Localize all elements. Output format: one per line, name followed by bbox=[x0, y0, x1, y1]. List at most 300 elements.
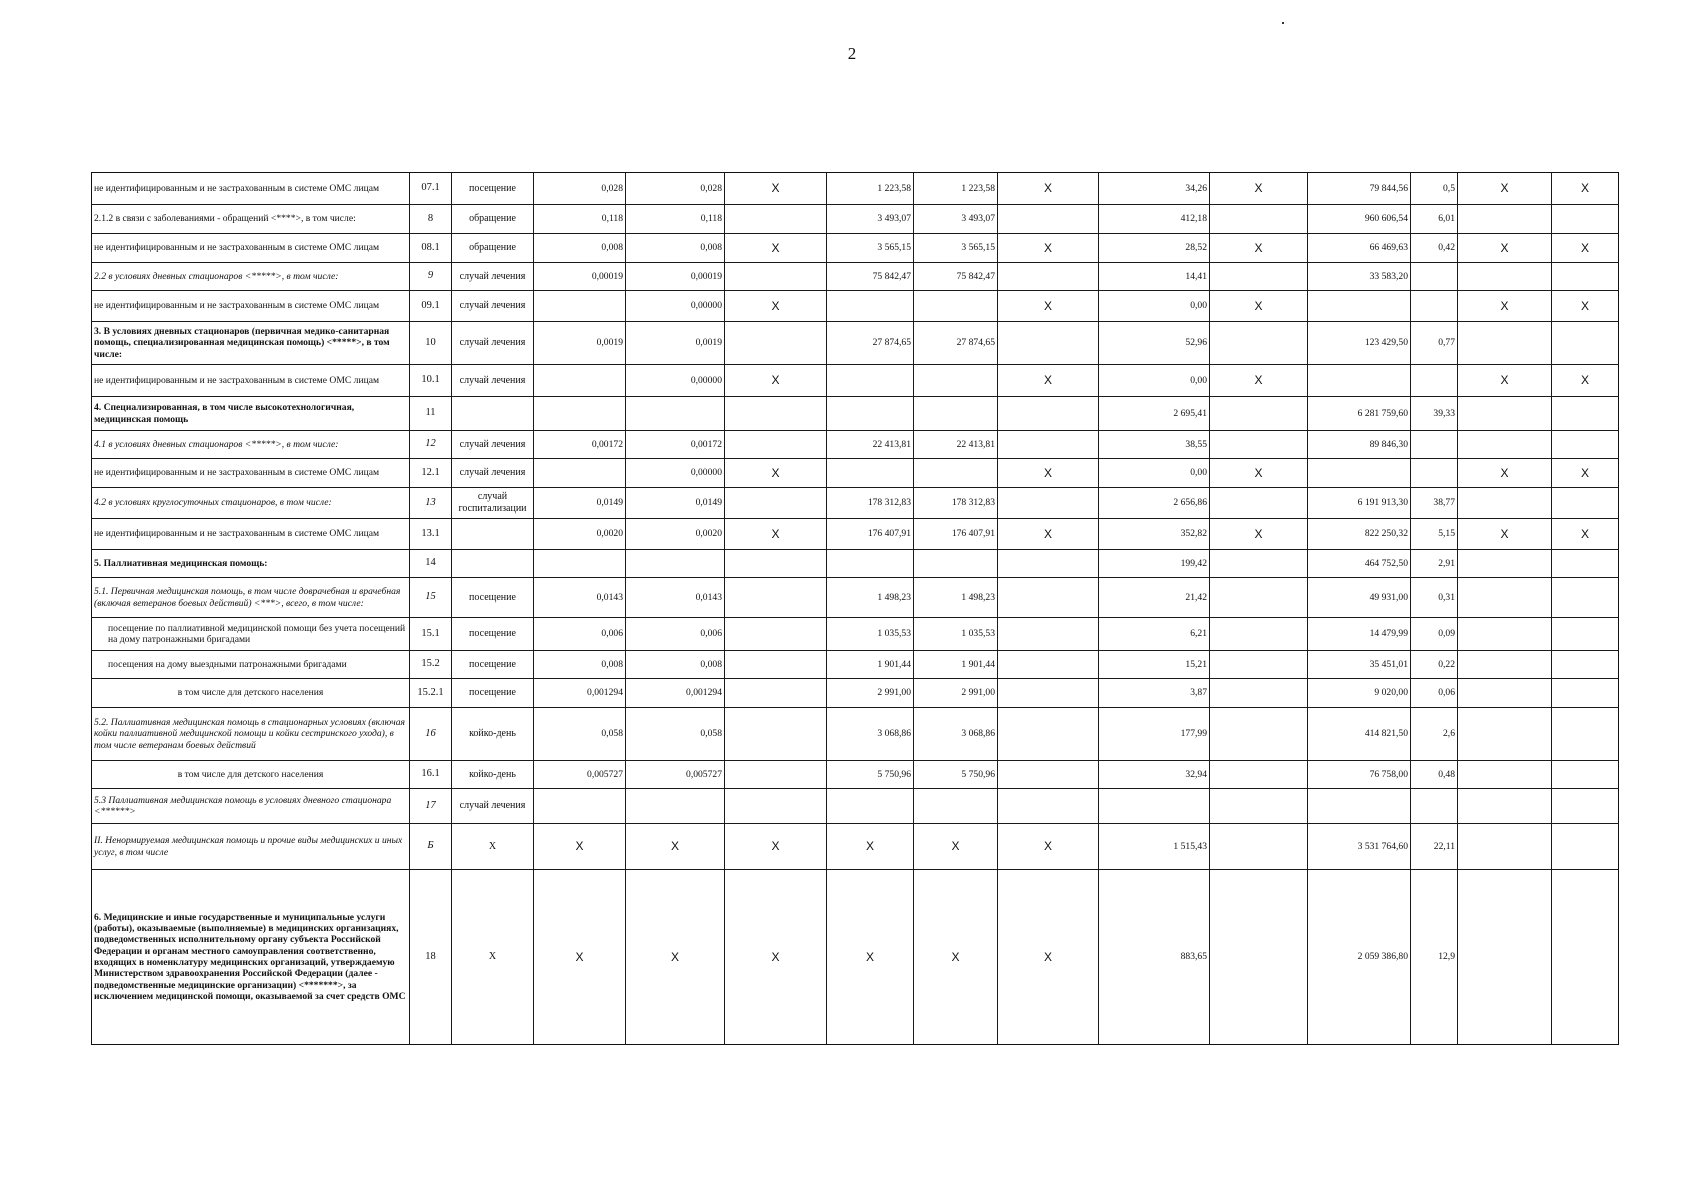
row-name-cell: 6. Медицинские и иные государственные и муниципальные услуги (работы), оказываемые (выполняемые) в медицинских организациях, подведомственных исполнительному органу субъекта Российской Федерации и органам местного самоуправления соответственно, входящих в номенклатуру медицинских организаций, утверждаемую Министерством здравоохранения Российской Федерации (далее - подведомственные медицинские организации) <*******>, за исключением медицинской помощи, оказываемой за счет средств ОМС bbox=[92, 870, 410, 1045]
row-name-cell: не идентифицированным и не застрахованным в системе ОМС лицам bbox=[92, 459, 410, 488]
value-cell-c11 bbox=[1210, 870, 1308, 1045]
value-cell-c12: 3 531 764,60 bbox=[1308, 824, 1411, 870]
value-cell-c13: 5,15 bbox=[1411, 519, 1458, 550]
value-cell-c13: 12,9 bbox=[1411, 870, 1458, 1045]
value-cell-c6 bbox=[725, 679, 827, 708]
value-cell-c11 bbox=[1210, 679, 1308, 708]
value-cell-c4: 0,008 bbox=[534, 234, 626, 263]
value-cell-c10: 3,87 bbox=[1099, 679, 1210, 708]
value-cell-c9: X bbox=[998, 173, 1099, 205]
value-cell-c7: X bbox=[827, 870, 914, 1045]
value-cell-c12: 822 250,32 bbox=[1308, 519, 1411, 550]
unit-cell: посещение bbox=[452, 173, 534, 205]
value-cell-c8: 1 498,23 bbox=[914, 578, 998, 618]
row-name-cell: не идентифицированным и не застрахованным в системе ОМС лицам bbox=[92, 173, 410, 205]
value-cell-c8 bbox=[914, 291, 998, 322]
value-cell-c10: 412,18 bbox=[1099, 205, 1210, 234]
value-cell-c13: 0,31 bbox=[1411, 578, 1458, 618]
value-cell-c7: 1 901,44 bbox=[827, 651, 914, 679]
value-cell-c8: 1 223,58 bbox=[914, 173, 998, 205]
value-cell-c9: X bbox=[998, 234, 1099, 263]
value-cell-c12: 9 020,00 bbox=[1308, 679, 1411, 708]
value-cell-c7 bbox=[827, 397, 914, 431]
value-cell-c10: 199,42 bbox=[1099, 550, 1210, 578]
value-cell-c7 bbox=[827, 459, 914, 488]
value-cell-c8: 1 901,44 bbox=[914, 651, 998, 679]
row-name-cell: 2.2 в условиях дневных стационаров <*****>, в том числе: bbox=[92, 263, 410, 291]
value-cell-c6 bbox=[725, 263, 827, 291]
value-cell-c14 bbox=[1458, 431, 1552, 459]
table-row bbox=[92, 291, 1619, 322]
value-cell-c12 bbox=[1308, 365, 1411, 397]
value-cell-c10: 0,00 bbox=[1099, 291, 1210, 322]
unit-cell: посещение bbox=[452, 651, 534, 679]
value-cell-c8 bbox=[914, 459, 998, 488]
value-cell-c7: 176 407,91 bbox=[827, 519, 914, 550]
row-code-cell: 14 bbox=[410, 550, 452, 578]
value-cell-c14 bbox=[1458, 397, 1552, 431]
value-cell-c9 bbox=[998, 550, 1099, 578]
value-cell-c13: 0,77 bbox=[1411, 322, 1458, 365]
value-cell-c5: 0,0020 bbox=[626, 519, 725, 550]
unit-cell: обращение bbox=[452, 234, 534, 263]
value-cell-c11: X bbox=[1210, 173, 1308, 205]
unit-cell: X bbox=[452, 824, 534, 870]
row-code-cell: 09.1 bbox=[410, 291, 452, 322]
value-cell-c9 bbox=[998, 708, 1099, 761]
value-cell-c6: X bbox=[725, 519, 827, 550]
table-row bbox=[92, 789, 1619, 824]
value-cell-c13: 0,09 bbox=[1411, 618, 1458, 651]
value-cell-c15 bbox=[1552, 578, 1619, 618]
value-cell-c15 bbox=[1552, 789, 1619, 824]
value-cell-c5: 0,118 bbox=[626, 205, 725, 234]
value-cell-c7: 2 991,00 bbox=[827, 679, 914, 708]
value-cell-c12: 2 059 386,80 bbox=[1308, 870, 1411, 1045]
value-cell-c15 bbox=[1552, 431, 1619, 459]
value-cell-c9 bbox=[998, 488, 1099, 519]
value-cell-c4: 0,001294 bbox=[534, 679, 626, 708]
value-cell-c10: 177,99 bbox=[1099, 708, 1210, 761]
value-cell-c10: 28,52 bbox=[1099, 234, 1210, 263]
value-cell-c14 bbox=[1458, 618, 1552, 651]
row-code-cell: 13 bbox=[410, 488, 452, 519]
row-code-cell: 17 bbox=[410, 789, 452, 824]
value-cell-c12: 35 451,01 bbox=[1308, 651, 1411, 679]
value-cell-c7 bbox=[827, 291, 914, 322]
value-cell-c11 bbox=[1210, 708, 1308, 761]
value-cell-c13 bbox=[1411, 365, 1458, 397]
value-cell-c8 bbox=[914, 365, 998, 397]
value-cell-c12: 123 429,50 bbox=[1308, 322, 1411, 365]
value-cell-c5: 0,00019 bbox=[626, 263, 725, 291]
row-code-cell: 07.1 bbox=[410, 173, 452, 205]
unit-cell: койко-день bbox=[452, 708, 534, 761]
row-name-cell: не идентифицированным и не застрахованным в системе ОМС лицам bbox=[92, 519, 410, 550]
value-cell-c13: 2,6 bbox=[1411, 708, 1458, 761]
value-cell-c4: 0,058 bbox=[534, 708, 626, 761]
value-cell-c5: X bbox=[626, 870, 725, 1045]
value-cell-c15 bbox=[1552, 550, 1619, 578]
unit-cell: посещение bbox=[452, 618, 534, 651]
value-cell-c8: 22 413,81 bbox=[914, 431, 998, 459]
row-code-cell: 15 bbox=[410, 578, 452, 618]
table-row bbox=[92, 870, 1619, 1045]
row-code-cell: 15.2 bbox=[410, 651, 452, 679]
value-cell-c7: 3 565,15 bbox=[827, 234, 914, 263]
row-name-cell: 3. В условиях дневных стационаров (первичная медико-санитарная помощь, специализированная медицинская помощь) <*****>, в том числе: bbox=[92, 322, 410, 365]
value-cell-c12 bbox=[1308, 291, 1411, 322]
value-cell-c15 bbox=[1552, 488, 1619, 519]
row-code-cell: 16 bbox=[410, 708, 452, 761]
value-cell-c7: 5 750,96 bbox=[827, 761, 914, 789]
value-cell-c11 bbox=[1210, 824, 1308, 870]
value-cell-c12: 66 469,63 bbox=[1308, 234, 1411, 263]
value-cell-c11 bbox=[1210, 618, 1308, 651]
value-cell-c15 bbox=[1552, 618, 1619, 651]
value-cell-c5: 0,0149 bbox=[626, 488, 725, 519]
value-cell-c4 bbox=[534, 789, 626, 824]
value-cell-c7: 22 413,81 bbox=[827, 431, 914, 459]
value-cell-c12: 6 191 913,30 bbox=[1308, 488, 1411, 519]
value-cell-c13: 39,33 bbox=[1411, 397, 1458, 431]
value-cell-c8: 178 312,83 bbox=[914, 488, 998, 519]
row-name-cell: 5.1. Первичная медицинская помощь, в том числе доврачебная и врачебная (включая ветеранов боевых действий) <***>, всего, в том числе: bbox=[92, 578, 410, 618]
value-cell-c4: 0,006 bbox=[534, 618, 626, 651]
unit-cell: случай лечения bbox=[452, 431, 534, 459]
scan-speck bbox=[1282, 22, 1284, 24]
value-cell-c4: X bbox=[534, 824, 626, 870]
value-cell-c13: 0,42 bbox=[1411, 234, 1458, 263]
value-cell-c13: 0,48 bbox=[1411, 761, 1458, 789]
table-row bbox=[92, 708, 1619, 761]
data-table bbox=[91, 172, 1619, 1045]
row-name-cell: в том числе для детского населения bbox=[92, 761, 410, 789]
value-cell-c15: X bbox=[1552, 365, 1619, 397]
value-cell-c5: X bbox=[626, 824, 725, 870]
value-cell-c15: X bbox=[1552, 173, 1619, 205]
value-cell-c6 bbox=[725, 431, 827, 459]
value-cell-c4 bbox=[534, 550, 626, 578]
value-cell-c6: X bbox=[725, 173, 827, 205]
value-cell-c9: X bbox=[998, 365, 1099, 397]
value-cell-c11: X bbox=[1210, 365, 1308, 397]
value-cell-c6 bbox=[725, 651, 827, 679]
value-cell-c14: X bbox=[1458, 234, 1552, 263]
value-cell-c8: 75 842,47 bbox=[914, 263, 998, 291]
row-code-cell: 10.1 bbox=[410, 365, 452, 397]
unit-cell: койко-день bbox=[452, 761, 534, 789]
value-cell-c15: X bbox=[1552, 234, 1619, 263]
table-row bbox=[92, 761, 1619, 789]
value-cell-c13 bbox=[1411, 263, 1458, 291]
value-cell-c4: 0,005727 bbox=[534, 761, 626, 789]
value-cell-c6: X bbox=[725, 824, 827, 870]
value-cell-c8 bbox=[914, 397, 998, 431]
table-row bbox=[92, 263, 1619, 291]
value-cell-c12: 414 821,50 bbox=[1308, 708, 1411, 761]
row-code-cell: Б bbox=[410, 824, 452, 870]
row-name-cell: II. Ненормируемая медицинская помощь и прочие виды медицинских и иных услуг, в том числе bbox=[92, 824, 410, 870]
value-cell-c11 bbox=[1210, 322, 1308, 365]
row-name-cell: 4.2 в условиях круглосуточных стационаров, в том числе: bbox=[92, 488, 410, 519]
value-cell-c10: 0,00 bbox=[1099, 459, 1210, 488]
value-cell-c10: 883,65 bbox=[1099, 870, 1210, 1045]
row-code-cell: 16.1 bbox=[410, 761, 452, 789]
value-cell-c8: X bbox=[914, 870, 998, 1045]
row-name-cell: не идентифицированным и не застрахованным в системе ОМС лицам bbox=[92, 365, 410, 397]
table-row bbox=[92, 488, 1619, 519]
value-cell-c15: X bbox=[1552, 291, 1619, 322]
value-cell-c12: 49 931,00 bbox=[1308, 578, 1411, 618]
value-cell-c10: 52,96 bbox=[1099, 322, 1210, 365]
value-cell-c10: 38,55 bbox=[1099, 431, 1210, 459]
value-cell-c9 bbox=[998, 578, 1099, 618]
row-name-cell: 5. Паллиативная медицинская помощь: bbox=[92, 550, 410, 578]
value-cell-c12: 14 479,99 bbox=[1308, 618, 1411, 651]
value-cell-c6 bbox=[725, 322, 827, 365]
value-cell-c6 bbox=[725, 550, 827, 578]
value-cell-c6: X bbox=[725, 291, 827, 322]
value-cell-c9: X bbox=[998, 291, 1099, 322]
value-cell-c10: 2 695,41 bbox=[1099, 397, 1210, 431]
value-cell-c10: 2 656,86 bbox=[1099, 488, 1210, 519]
value-cell-c4 bbox=[534, 397, 626, 431]
value-cell-c15: X bbox=[1552, 519, 1619, 550]
row-code-cell: 9 bbox=[410, 263, 452, 291]
value-cell-c11 bbox=[1210, 488, 1308, 519]
row-name-cell: 4. Специализированная, в том числе высокотехнологичная, медицинская помощь bbox=[92, 397, 410, 431]
value-cell-c10: 1 515,43 bbox=[1099, 824, 1210, 870]
value-cell-c14 bbox=[1458, 789, 1552, 824]
value-cell-c13 bbox=[1411, 789, 1458, 824]
value-cell-c14: X bbox=[1458, 291, 1552, 322]
value-cell-c6 bbox=[725, 618, 827, 651]
value-cell-c8: 27 874,65 bbox=[914, 322, 998, 365]
value-cell-c6: X bbox=[725, 234, 827, 263]
value-cell-c12: 76 758,00 bbox=[1308, 761, 1411, 789]
value-cell-c13 bbox=[1411, 291, 1458, 322]
value-cell-c9 bbox=[998, 679, 1099, 708]
value-cell-c9 bbox=[998, 789, 1099, 824]
row-name-cell: не идентифицированным и не застрахованным в системе ОМС лицам bbox=[92, 234, 410, 263]
value-cell-c5: 0,058 bbox=[626, 708, 725, 761]
row-code-cell: 08.1 bbox=[410, 234, 452, 263]
value-cell-c8: X bbox=[914, 824, 998, 870]
row-code-cell: 10 bbox=[410, 322, 452, 365]
value-cell-c11: X bbox=[1210, 291, 1308, 322]
value-cell-c12: 33 583,20 bbox=[1308, 263, 1411, 291]
value-cell-c15 bbox=[1552, 870, 1619, 1045]
value-cell-c10: 14,41 bbox=[1099, 263, 1210, 291]
value-cell-c11 bbox=[1210, 550, 1308, 578]
value-cell-c9 bbox=[998, 651, 1099, 679]
value-cell-c9: X bbox=[998, 870, 1099, 1045]
value-cell-c11 bbox=[1210, 205, 1308, 234]
value-cell-c4: 0,00019 bbox=[534, 263, 626, 291]
value-cell-c5: 0,006 bbox=[626, 618, 725, 651]
row-name-cell: 5.2. Паллиативная медицинская помощь в стационарных условиях (включая койки паллиативной медицинской помощи и койки сестринского ухода), в том числе ветеранам боевых действий bbox=[92, 708, 410, 761]
value-cell-c4: 0,00172 bbox=[534, 431, 626, 459]
row-code-cell: 11 bbox=[410, 397, 452, 431]
value-cell-c8: 3 068,86 bbox=[914, 708, 998, 761]
value-cell-c14 bbox=[1458, 761, 1552, 789]
value-cell-c5: 0,001294 bbox=[626, 679, 725, 708]
unit-cell: случай лечения bbox=[452, 789, 534, 824]
value-cell-c15: X bbox=[1552, 459, 1619, 488]
value-cell-c7: 3 493,07 bbox=[827, 205, 914, 234]
value-cell-c5: 0,0019 bbox=[626, 322, 725, 365]
value-cell-c7: 1 035,53 bbox=[827, 618, 914, 651]
value-cell-c13 bbox=[1411, 431, 1458, 459]
table-row bbox=[92, 679, 1619, 708]
value-cell-c14 bbox=[1458, 651, 1552, 679]
value-cell-c6 bbox=[725, 578, 827, 618]
value-cell-c12: 960 606,54 bbox=[1308, 205, 1411, 234]
value-cell-c11 bbox=[1210, 761, 1308, 789]
value-cell-c4: 0,118 bbox=[534, 205, 626, 234]
value-cell-c10: 34,26 bbox=[1099, 173, 1210, 205]
value-cell-c15 bbox=[1552, 263, 1619, 291]
value-cell-c11 bbox=[1210, 789, 1308, 824]
value-cell-c8 bbox=[914, 550, 998, 578]
value-cell-c13: 22,11 bbox=[1411, 824, 1458, 870]
value-cell-c4 bbox=[534, 459, 626, 488]
unit-cell: случай лечения bbox=[452, 263, 534, 291]
value-cell-c4: 0,0149 bbox=[534, 488, 626, 519]
value-cell-c11 bbox=[1210, 431, 1308, 459]
value-cell-c14 bbox=[1458, 870, 1552, 1045]
row-name-cell: 4.1 в условиях дневных стационаров <*****>, в том числе: bbox=[92, 431, 410, 459]
value-cell-c6 bbox=[725, 205, 827, 234]
value-cell-c13: 0,22 bbox=[1411, 651, 1458, 679]
value-cell-c9 bbox=[998, 618, 1099, 651]
table-row bbox=[92, 550, 1619, 578]
value-cell-c5 bbox=[626, 397, 725, 431]
unit-cell bbox=[452, 397, 534, 431]
row-name-cell: 2.1.2 в связи с заболеваниями - обращений <****>, в том числе: bbox=[92, 205, 410, 234]
value-cell-c11: X bbox=[1210, 519, 1308, 550]
value-cell-c14 bbox=[1458, 488, 1552, 519]
value-cell-c15 bbox=[1552, 651, 1619, 679]
value-cell-c11 bbox=[1210, 263, 1308, 291]
value-cell-c10: 32,94 bbox=[1099, 761, 1210, 789]
value-cell-c6: X bbox=[725, 459, 827, 488]
table-row bbox=[92, 824, 1619, 870]
value-cell-c4: X bbox=[534, 870, 626, 1045]
value-cell-c6 bbox=[725, 708, 827, 761]
value-cell-c6: X bbox=[725, 365, 827, 397]
unit-cell: обращение bbox=[452, 205, 534, 234]
value-cell-c8: 2 991,00 bbox=[914, 679, 998, 708]
value-cell-c4: 0,0019 bbox=[534, 322, 626, 365]
value-cell-c9 bbox=[998, 263, 1099, 291]
value-cell-c5: 0,005727 bbox=[626, 761, 725, 789]
value-cell-c14 bbox=[1458, 263, 1552, 291]
value-cell-c4: 0,0143 bbox=[534, 578, 626, 618]
table-row bbox=[92, 651, 1619, 679]
value-cell-c10: 21,42 bbox=[1099, 578, 1210, 618]
value-cell-c14: X bbox=[1458, 519, 1552, 550]
value-cell-c12 bbox=[1308, 459, 1411, 488]
value-cell-c9: X bbox=[998, 824, 1099, 870]
value-cell-c5: 0,028 bbox=[626, 173, 725, 205]
value-cell-c15 bbox=[1552, 708, 1619, 761]
value-cell-c14 bbox=[1458, 578, 1552, 618]
value-cell-c7: 178 312,83 bbox=[827, 488, 914, 519]
value-cell-c9: X bbox=[998, 519, 1099, 550]
table-row bbox=[92, 431, 1619, 459]
value-cell-c4: 0,0020 bbox=[534, 519, 626, 550]
table-body bbox=[92, 173, 1619, 1045]
value-cell-c12 bbox=[1308, 789, 1411, 824]
value-cell-c5: 0,00000 bbox=[626, 365, 725, 397]
row-name-cell: в том числе для детского населения bbox=[92, 679, 410, 708]
value-cell-c9 bbox=[998, 322, 1099, 365]
value-cell-c8 bbox=[914, 789, 998, 824]
table-row bbox=[92, 578, 1619, 618]
value-cell-c14 bbox=[1458, 824, 1552, 870]
unit-cell: случай лечения bbox=[452, 365, 534, 397]
value-cell-c14: X bbox=[1458, 365, 1552, 397]
row-code-cell: 18 bbox=[410, 870, 452, 1045]
table-row bbox=[92, 397, 1619, 431]
unit-cell bbox=[452, 519, 534, 550]
value-cell-c15 bbox=[1552, 322, 1619, 365]
value-cell-c12: 89 846,30 bbox=[1308, 431, 1411, 459]
value-cell-c6 bbox=[725, 789, 827, 824]
value-cell-c5: 0,00000 bbox=[626, 459, 725, 488]
table-row bbox=[92, 322, 1619, 365]
value-cell-c14 bbox=[1458, 205, 1552, 234]
table-row bbox=[92, 173, 1619, 205]
value-cell-c7: 1 223,58 bbox=[827, 173, 914, 205]
value-cell-c7: 1 498,23 bbox=[827, 578, 914, 618]
value-cell-c14 bbox=[1458, 322, 1552, 365]
unit-cell: случай госпитализации bbox=[452, 488, 534, 519]
value-cell-c4 bbox=[534, 291, 626, 322]
value-cell-c7 bbox=[827, 365, 914, 397]
value-cell-c15 bbox=[1552, 397, 1619, 431]
unit-cell: посещение bbox=[452, 679, 534, 708]
value-cell-c10: 0,00 bbox=[1099, 365, 1210, 397]
row-name-cell: посещения на дому выездными патронажными бригадами bbox=[92, 651, 410, 679]
value-cell-c13: 38,77 bbox=[1411, 488, 1458, 519]
value-cell-c4: 0,028 bbox=[534, 173, 626, 205]
value-cell-c9: X bbox=[998, 459, 1099, 488]
value-cell-c7: 3 068,86 bbox=[827, 708, 914, 761]
value-cell-c14: X bbox=[1458, 173, 1552, 205]
value-cell-c11 bbox=[1210, 397, 1308, 431]
row-code-cell: 15.1 bbox=[410, 618, 452, 651]
unit-cell bbox=[452, 550, 534, 578]
row-name-cell: посещение по паллиативной медицинской помощи без учета посещений на дому патронажными бригадами bbox=[92, 618, 410, 651]
unit-cell: случай лечения bbox=[452, 291, 534, 322]
table-row bbox=[92, 234, 1619, 263]
unit-cell: случай лечения bbox=[452, 322, 534, 365]
value-cell-c13: 2,91 bbox=[1411, 550, 1458, 578]
value-cell-c12: 79 844,56 bbox=[1308, 173, 1411, 205]
value-cell-c9 bbox=[998, 205, 1099, 234]
value-cell-c13: 0,06 bbox=[1411, 679, 1458, 708]
value-cell-c7: X bbox=[827, 824, 914, 870]
row-name-cell: не идентифицированным и не застрахованным в системе ОМС лицам bbox=[92, 291, 410, 322]
value-cell-c5: 0,00172 bbox=[626, 431, 725, 459]
table-row bbox=[92, 459, 1619, 488]
table-row bbox=[92, 205, 1619, 234]
value-cell-c5 bbox=[626, 550, 725, 578]
value-cell-c14 bbox=[1458, 550, 1552, 578]
